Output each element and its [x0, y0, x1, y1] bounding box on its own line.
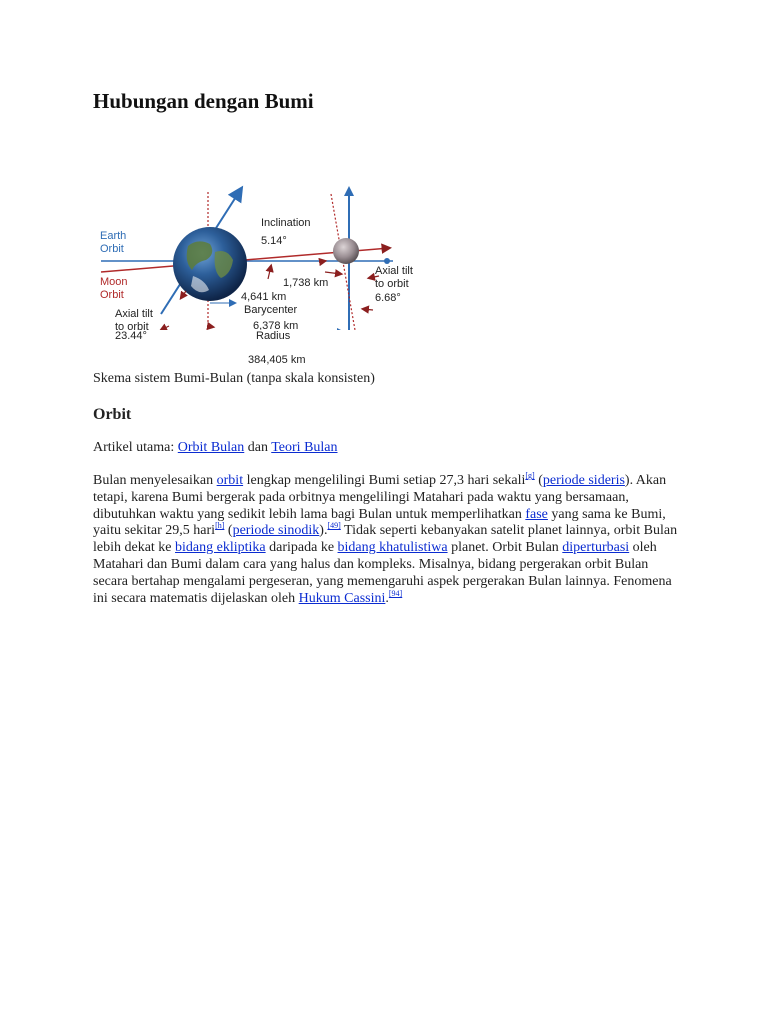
link-orbit-bulan[interactable]: Orbit Bulan [177, 440, 245, 455]
paragraph-text: ). [319, 523, 328, 539]
moon-orbit-label: Moon [100, 276, 128, 288]
ref-94[interactable]: [94] [388, 588, 403, 598]
paragraph-text: ( [534, 473, 543, 488]
moon-axial-tilt-label-2: to orbit [375, 278, 409, 290]
earth-moon-diagram-svg [93, 134, 428, 330]
ref-49[interactable]: [49] [327, 521, 341, 531]
moon-radius-label: 1,738 km [283, 277, 329, 289]
moon-axial-tilt-value: 6.68° [375, 292, 401, 304]
ref-g[interactable]: [g] [525, 471, 535, 480]
earth-orbit-label: Earth [100, 230, 127, 242]
paragraph-text: lengkap mengelilingi Bumi setiap 27,3 hari sekali [243, 473, 526, 488]
moon-orbit-label-2: Orbit [100, 289, 124, 301]
earth-axial-tilt-label-2: to orbit [115, 321, 149, 330]
figure-caption: Skema sistem Bumi-Bulan (tanpa skala konsisten) [93, 371, 375, 386]
page-title: Hubungan dengan Bumi [93, 89, 314, 113]
paragraph-text: Bulan menyelesaikan [93, 473, 217, 488]
main-article-prefix: Artikel utama: [93, 440, 178, 455]
paragraph-text: planet. Orbit Bulan [447, 540, 563, 556]
paragraph-text: Tidak seperti kebanyakan satelit planet lainnya, orbit Bulan lebih dekat ke [93, 523, 678, 556]
earth-globe [173, 227, 247, 301]
link-fase[interactable]: fase [525, 506, 548, 522]
main-article-conj: dan [244, 440, 272, 455]
earth-axial-tilt-label: Axial tilt [115, 308, 153, 320]
section-heading-orbit: Orbit [93, 406, 132, 423]
link-hukum-cassini[interactable]: Hukum Cassini [298, 590, 386, 606]
link-diperturbasi[interactable]: diperturbasi [562, 540, 630, 556]
link-periode-sideris[interactable]: periode sideris [542, 473, 625, 488]
earth-moon-diagram [93, 134, 428, 330]
article-content [93, 88, 693, 607]
link-bidang-khatulistiwa[interactable]: bidang khatulistiwa [337, 540, 448, 556]
moon-axial-tilt-label: Axial tilt [375, 265, 413, 277]
figure-lower-labels [93, 330, 428, 368]
barycenter-label: Barycenter [244, 304, 298, 316]
link-periode-sinodik[interactable]: periode sinodik [232, 523, 320, 539]
earth-moon-distance-label: 384,405 km [248, 354, 306, 366]
paragraph-text: ( [224, 523, 233, 539]
earth-orbit-label-2: Orbit [100, 243, 124, 255]
earth-orbit-end-dot [384, 258, 390, 264]
link-orbit[interactable]: orbit [216, 473, 244, 488]
main-article-note [93, 439, 693, 456]
paragraph-text: yang sama ke Bumi, yaitu sekitar 29,5 hari [93, 506, 666, 539]
link-bidang-ekliptika[interactable]: bidang ekliptika [175, 540, 266, 556]
earth-radius-label: 6,378 km [253, 320, 299, 330]
orbit-paragraph [93, 473, 683, 607]
paragraph-text: oleh Matahari dan Bumi dalam cara yang halus dan kompleks. Misalnya, bidang pergerakan orbit Bulan secara bertahap mengalami pergeseran, yang memengaruhi aspek pergerakan Bulan lainnya. Fenomena ini secara matematis dijelaskan oleh [93, 540, 672, 606]
moon-globe [333, 238, 359, 264]
radius-label: Radius [256, 330, 291, 342]
ref-h[interactable]: [h] [215, 521, 225, 531]
inclination-value: 5.14° [261, 235, 287, 247]
paragraph-text: ). Akan tetapi, karena Bumi bergerak pada orbitnya mengelilingi Matahari pada waktu yang bersamaan, dibutuhkan waktu yang sedikit lebih lama bagi Bulan untuk memperlihatkan [93, 473, 667, 522]
barycenter-distance-label: 4,641 km [241, 291, 287, 303]
inclination-label: Inclination [261, 217, 311, 229]
paragraph-text: daripada ke [265, 540, 338, 556]
paragraph-text: . [385, 590, 389, 606]
link-teori-bulan[interactable]: Teori Bulan [271, 440, 338, 455]
earth-axial-tilt-value: 23.44° [115, 330, 147, 342]
